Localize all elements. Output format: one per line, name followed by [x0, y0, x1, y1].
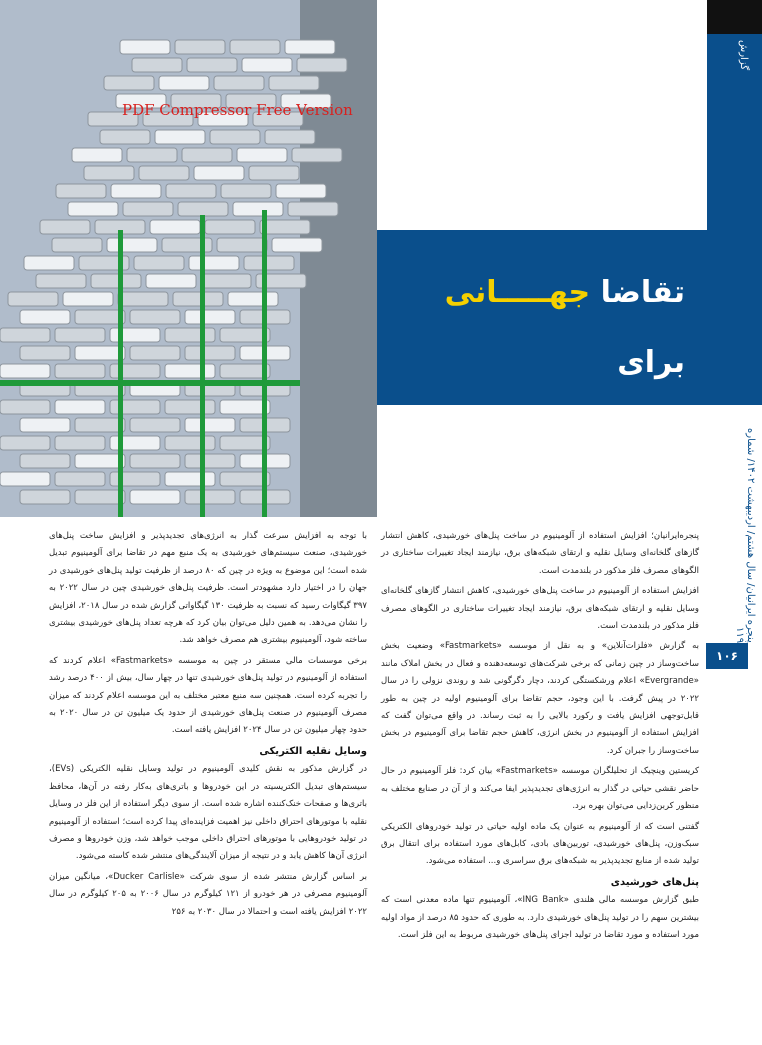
ingot-shape [20, 346, 70, 360]
ingot-shape [214, 76, 264, 90]
title-part2: برای [617, 345, 685, 380]
ingot-shape [175, 40, 225, 54]
ingot-shape [127, 148, 177, 162]
ingot-shape [260, 220, 310, 234]
ingot-shape [20, 490, 70, 504]
issue-info: پنجره ایرانیان/ سال هشتم/ اردیبهشت ۱۴۰۲/ شماره ۱۱۹ [734, 428, 756, 643]
ingot-shape [0, 436, 50, 450]
ingot-shape [272, 238, 322, 252]
paragraph: کریستین وینچیک از تحلیلگران موسسه «Fastmarkets» بیان کرد: فلز آلومینیوم در حال حاضر نقشی حیاتی در گذار به انرژی‌های تجدیدپذیر ایفا می‌کند و از آن در صنایع مختلف به منظور کربن‌زدایی می‌توان بهره برد. [381, 766, 700, 812]
ingot-shape [55, 472, 105, 486]
ingot-shape [165, 328, 215, 342]
ingot-shape [178, 202, 228, 216]
paragraph: گفتنی است که از آلومینیوم به عنوان یک ماده اولیه حیاتی در تولید خودروهای الکتریکی سبک‌وزن، پنل‌های خورشیدی، توربین‌های بادی، کابل‌های مورد استفاده برای انتقال برق تولید شده از منابع تجدیدپذیر به شبکه‌های برق سراسری و... استفاده می‌شود. [381, 821, 699, 867]
ingot-shape [146, 274, 196, 288]
ingot-shape [297, 58, 347, 72]
ingot-shape [68, 202, 118, 216]
ingot-shape [165, 472, 215, 486]
page-number: ۱۰۶ [706, 643, 748, 669]
ingot-shape [55, 400, 105, 414]
ingot-shape [84, 166, 134, 180]
paragraph: برخی موسسات مالی مستقر در چین به موسسه «Fastmarkets» اعلام کردند که استفاده از آلومینیوم در تولید پنل‌های خورشیدی تنها در چهار سال، بیش از ۴۰۰ درصد رشد را تجربه کرده است. همچنین سه منبع معتبر مختلف به این موسسه اعلام کردند که میزان مصرف آلومینیوم در صنعت پنل‌های خورشیدی از حدود یک میلیون تن در سال ۲۰۲۰ به حدود چهار میلیون تن در سال ۲۰۲۴ افزایش یافته است. [49, 655, 367, 736]
ingot-shape [194, 166, 244, 180]
ingot-shape [20, 418, 70, 432]
ingot-shape [205, 220, 255, 234]
ingot-shape [55, 364, 105, 378]
ingot-shape [269, 76, 319, 90]
paragraph: با توجه به افزایش سرعت گذار به انرژی‌های تجدیدپذیر و افزایش ساخت پنل‌های خورشیدی، صنعت سیستم‌های خورشیدی به یک منبع مهم در تقاضا برای آلومینیوم تبدیل شده است؛ این موضوع به ویژه در چین که ۸۰ درصد از ظرفیت تولید پنل‌های خورشیدی در جهان را در اختیار دارد مشهودتر است. ظرفیت پنل‌های خورشیدی چین در سال ۲۰۲۲ به ۳۹۷ گیگاوات رسید که نسبت به ظرفیت ۱۳۰ گیگاواتی گزارش شده در سال ۲۰۱۸، افزایش را نشان می‌دهد. به همین دلیل می‌توان بیان کرد که هرچه تعداد پنل‌های خورشیدی بیشتری ساخته شود، آلومینیوم بیشتری هم مصرف خواهد شد. [49, 531, 367, 646]
ingot-shape [100, 130, 150, 144]
ingot-shape [201, 274, 251, 288]
ingot-shape [130, 454, 180, 468]
ingot-shape [166, 184, 216, 198]
ingot-shape [118, 292, 168, 306]
ingot-shape [75, 346, 125, 360]
ingot-stack-illustration [0, 0, 377, 517]
ingot-shape [52, 238, 102, 252]
ingot-shape [110, 364, 160, 378]
ingot-shape [249, 166, 299, 180]
ingot-shape [0, 364, 50, 378]
ingot-shape [130, 310, 180, 324]
ingot-shape [187, 58, 237, 72]
right-column [381, 528, 699, 947]
aluminium-ingots-photo [0, 0, 377, 517]
ingot-shape [56, 184, 106, 198]
ingot-shape [276, 184, 326, 198]
ingot-shape [72, 148, 122, 162]
section-strip [707, 0, 762, 405]
paragraph: افزایش استفاده از آلومینیوم در ساخت پنل‌های خورشیدی، کاهش انتشار گازهای گلخانه‌ای وسایل نقلیه و ارتقای شبکه‌های برق، نیازمند ایجاد تغییرات ساختاری در الگوهای مصرف فلز مذکور در بلندمدت است. [381, 586, 699, 632]
ingot-shape [230, 40, 280, 54]
ingot-shape [237, 148, 287, 162]
ingot-shape [242, 58, 292, 72]
ingot-shape [55, 436, 105, 450]
ingot-shape [221, 184, 271, 198]
article-title-block [377, 230, 707, 520]
ingot-shape [75, 310, 125, 324]
title-part1: تقاضا [600, 275, 685, 310]
ingot-shape [36, 274, 86, 288]
section-label: گزارش [738, 40, 749, 71]
ingot-shape [165, 400, 215, 414]
ingot-shape [107, 238, 157, 252]
left-column [49, 528, 367, 924]
section-heading: وسایل نقلیه الکتریکی [259, 745, 367, 757]
ingot-shape [244, 256, 294, 270]
ingot-shape [91, 274, 141, 288]
paragraph: طبق گزارش موسسه مالی هلندی «ING Bank»، آلومینیوم تنها ماده معدنی است که بیشترین سهم را در تولید پنل‌های خورشیدی دارد. به طوری که حدود ۸۵ درصد از مواد اولیه مورد استفاده و مورد تقاضا در تولید اجزای پنل‌های خورشیدی مربوط به این فلز است. [381, 895, 699, 940]
paragraph: پنجره‌ایرانیان؛ افزایش استفاده از آلومینیوم در ساخت پنل‌های خورشیدی، کاهش انتشار گازهای گلخانه‌ای وسایل نقلیه و ارتقای شبکه‌های برق، نیازمند ایجاد تغییرات ساختاری در الگوهای مصرف فلز مذکور در بلندمدت است. [381, 531, 699, 576]
ingot-shape [185, 310, 235, 324]
ingot-shape [159, 76, 209, 90]
ingot-shape [165, 436, 215, 450]
ingot-shape [285, 40, 335, 54]
article-title [385, 258, 685, 538]
ingot-shape [150, 220, 200, 234]
title-highlight: جهـــــانی [444, 275, 591, 310]
ingot-shape [288, 202, 338, 216]
ingot-shape [292, 148, 342, 162]
ingot-shape [110, 436, 160, 450]
ingot-shape [110, 472, 160, 486]
ingot-shape [75, 454, 125, 468]
ingot-shape [130, 346, 180, 360]
ingot-shape [0, 328, 50, 342]
header-whitespace [377, 0, 707, 230]
ingot-shape [130, 418, 180, 432]
ingot-shape [185, 346, 235, 360]
ingot-shape [265, 130, 315, 144]
ingot-shape [155, 130, 205, 144]
ingot-shape [165, 364, 215, 378]
ingot-shape [120, 40, 170, 54]
ingot-shape [139, 166, 189, 180]
pdf-watermark: PDF Compressor Free Version [122, 101, 353, 119]
ingot-shape [185, 490, 235, 504]
paragraph: در گزارش مذکور به نقش کلیدی آلومینیوم در تولید وسایل نقلیه الکتریکی (EVs)، سیستم‌های تبدیل الکتریسیته در این خودروها و باتری‌های به‌کار رفته در آن‌ها، محافظ باتری‌ها و صفحات خنک‌کننده اشاره شده است. از سوی دیگر استفاده از این فلز در وسایل نقلیه با موتورهای احتراق داخلی نیز اهمیت فزاینده‌ای پیدا کرده است؛ استفاده از آلومینیوم در تولید خودروهایی با موتورهای احتراق داخلی موجب خواهد شد، وزن خودروها و مصرف انرژی آن‌ها کاهش یابد و در نتیجه از میزان آلایندگی‌های منتشر شده کاسته می‌شود. [49, 764, 367, 862]
paragraph: بر اساس گزارش منتشر شده از سوی شرکت «Ducker Carlisle»، میانگین میزان آلومینیوم مصرفی در هر خودرو از ۱۲۱ کیلوگرم در سال ۲۰۰۶ به ۲۰۵ کیلوگرم در سال ۲۰۲۲ افزایش یافته است و احتمالا در سال ۲۰۳۰ به ۲۵۶ [49, 871, 368, 917]
section-tab [707, 0, 762, 34]
ingot-shape [75, 418, 125, 432]
ingot-shape [0, 472, 50, 486]
ingot-shape [134, 256, 184, 270]
ingot-shape [173, 292, 223, 306]
ingot-shape [20, 310, 70, 324]
ingot-shape [185, 454, 235, 468]
ingot-shape [63, 292, 113, 306]
ingot-shape [75, 490, 125, 504]
ingot-shape [111, 184, 161, 198]
title-line2: آلومینیوم افزایش یافت [425, 415, 685, 520]
ingot-shape [110, 400, 160, 414]
ingot-shape [20, 454, 70, 468]
ingot-shape [185, 418, 235, 432]
paragraph: به گزارش «فلزات‌آنلاین» و به نقل از موسسه «Fastmarkets» وضعیت بخش ساخت‌وساز در چین زمانی که برخی شرکت‌های توسعه‌دهنده و فعال در بخش املاک مانند «Evergrande» اعلام ورشکستگی کردند، دچار دگرگونی شد و روندی نزولی را در سال ۲۰۲۲ در پیش گرفت. با این وجود، حجم تقاضا برای آلومینیوم اولیه در چین به طور قابل‌توجهی افزایش یافت و رکورد بالایی را به ثبت رساند. در واقع می‌توان گفت که افزایش استفاده از آلومینیوم در بخش انرژی، کاهش حجم تقاضا برای آلومینیوم در بخش ساخت‌وساز را جبران کرد. [381, 641, 699, 756]
ingot-shape [40, 220, 90, 234]
ingot-shape [130, 490, 180, 504]
ingot-shape [24, 256, 74, 270]
ingot-shape [210, 130, 260, 144]
ingot-shape [228, 292, 278, 306]
ingot-shape [8, 292, 58, 306]
ingot-shape [123, 202, 173, 216]
ingot-shape [217, 238, 267, 252]
ingot-shape [182, 148, 232, 162]
section-heading: پنل‌های خورشیدی [610, 876, 699, 888]
ingot-shape [110, 328, 160, 342]
ingot-shape [55, 328, 105, 342]
ingot-shape [233, 202, 283, 216]
ingot-shape [189, 256, 239, 270]
ingot-shape [104, 76, 154, 90]
ingot-shape [132, 58, 182, 72]
ingot-shape [0, 400, 50, 414]
